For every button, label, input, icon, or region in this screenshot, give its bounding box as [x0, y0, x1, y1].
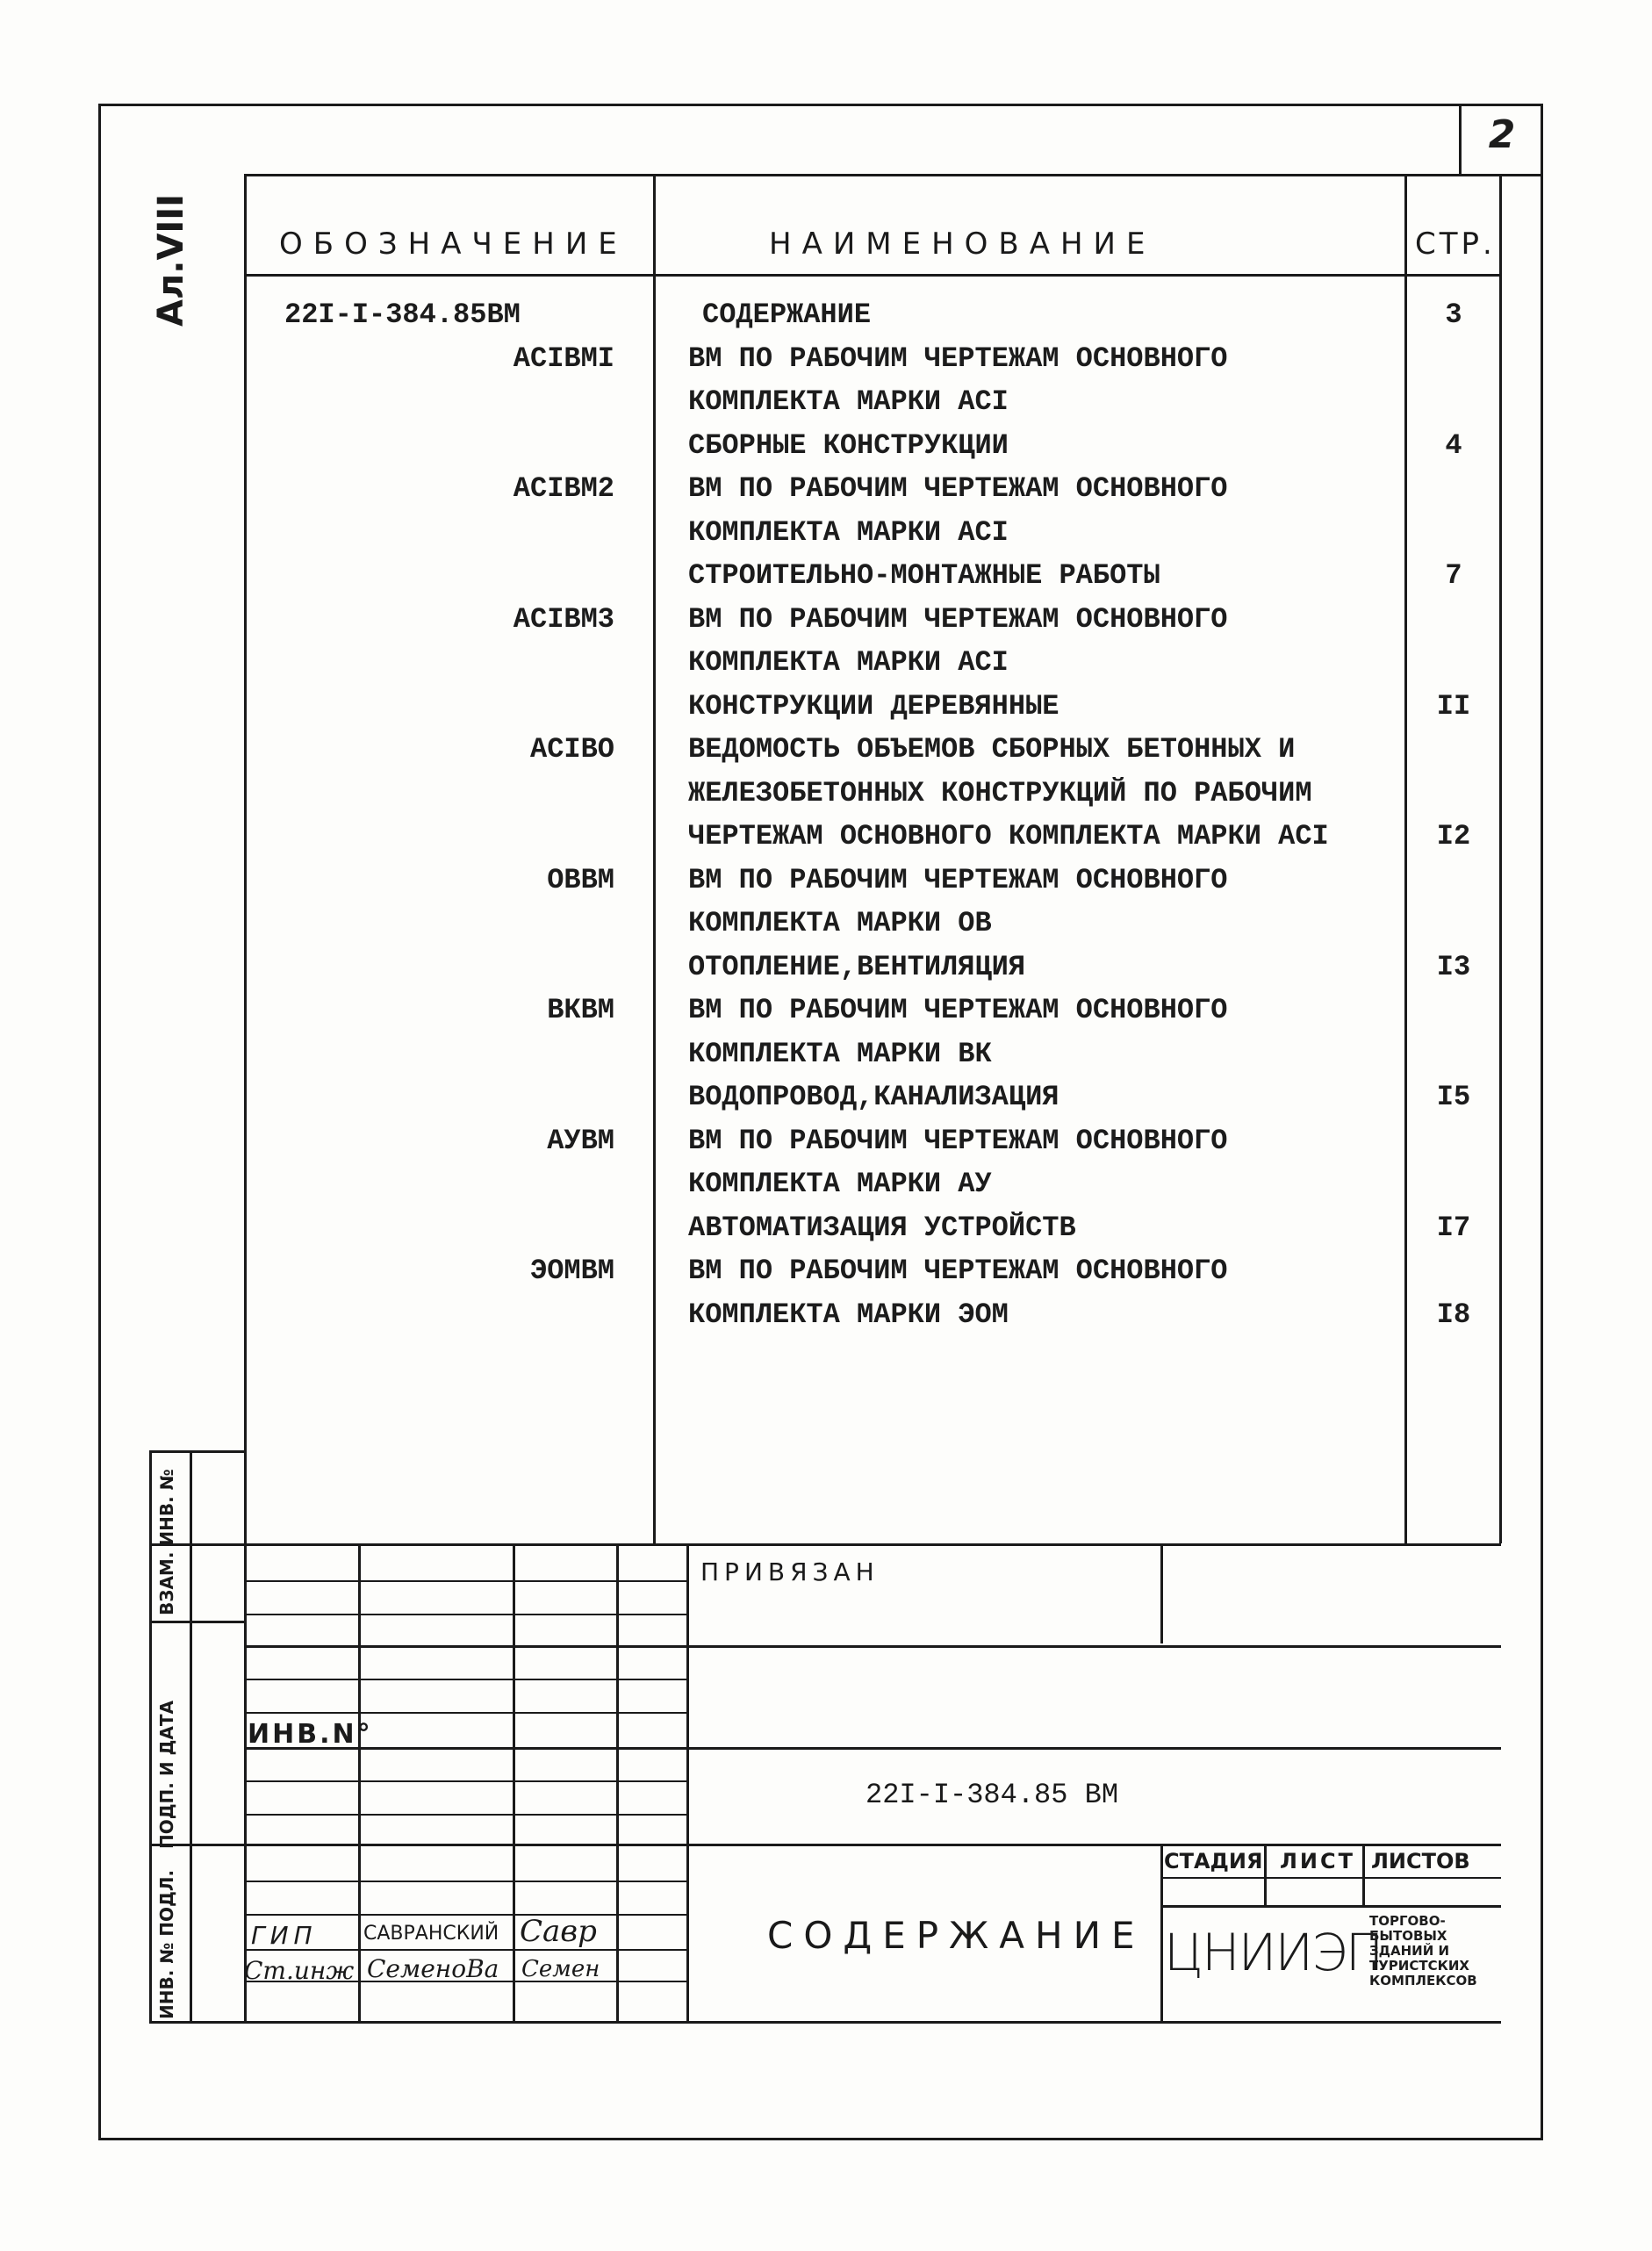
tb-v-attach: [1160, 1543, 1163, 1643]
tb-v-sheets: [1362, 1844, 1365, 1907]
tb-h-5: [244, 1712, 686, 1714]
header-name: НАИМЕНОВАНИЕ: [769, 227, 1156, 262]
org-logo: ЦНИИЭП: [1164, 1923, 1383, 1982]
row-page: I5: [1436, 1081, 1471, 1113]
stamp-inner: [190, 1450, 192, 2023]
column-divider-2: [1404, 174, 1407, 1545]
row-code: ОВВМ: [547, 863, 614, 896]
row-name: СБОРНЫЕ КОНСТРУКЦИИ: [688, 428, 1009, 462]
row-name: ВМ ПО РАБОЧИМ ЧЕРТЕЖАМ ОСНОВНОГО: [688, 863, 1228, 896]
row-page: I2: [1436, 820, 1471, 852]
tb-h-9: [149, 1844, 1501, 1846]
titleblock-top: [149, 1543, 1501, 1546]
row-page: I8: [1436, 1298, 1471, 1331]
tb-h-10: [244, 1881, 686, 1882]
name-senior-engineer: СеменоВа: [367, 1954, 499, 1983]
tb-h-1: [244, 1580, 686, 1582]
role-gip: ГИП: [251, 1921, 318, 1950]
row-name: ВМ ПО РАБОЧИМ ЧЕРТЕЖАМ ОСНОВНОГО: [688, 994, 1228, 1026]
tb-h-3: [244, 1645, 1501, 1648]
row-code: АСIВМI: [513, 342, 614, 375]
row-name: КОМПЛЕКТА МАРКИ АСI: [688, 646, 1009, 679]
row-page: 4: [1445, 428, 1462, 462]
row-name: ЖЕЛЕЗОБЕТОННЫХ КОНСТРУКЦИЙ ПО РАБОЧИМ: [688, 776, 1312, 809]
row-name: СОДЕРЖАНИЕ: [702, 298, 872, 331]
row-name: ВМ ПО РАБОЧИМ ЧЕРТЕЖАМ ОСНОВНОГО: [688, 1255, 1228, 1287]
row-code: ЭОМВМ: [529, 1255, 614, 1287]
row-name: ЧЕРТЕЖАМ ОСНОВНОГО КОМПЛЕКТА МАРКИ АСI: [688, 820, 1329, 852]
row-name: КОМПЛЕКТА МАРКИ АУ: [688, 1168, 992, 1200]
table-top-line: [244, 174, 1543, 176]
stamp-top: [149, 1450, 244, 1453]
row-name: ВМ ПО РАБОЧИМ ЧЕРТЕЖАМ ОСНОВНОГО: [688, 1124, 1228, 1157]
tb-h-11: [244, 1914, 686, 1916]
row-name: КОМПЛЕКТА МАРКИ ОВ: [688, 907, 992, 939]
header-underline: [244, 274, 1501, 277]
row-name: ОТОПЛЕНИЕ,ВЕНТИЛЯЦИЯ: [688, 950, 1026, 983]
stamp-h-1: [149, 1621, 244, 1623]
row-name: КОНСТРУКЦИИ ДЕРЕВЯННЫЕ: [688, 689, 1059, 723]
name-gip: САВРАНСКИЙ: [363, 1923, 499, 1945]
tb-h-4: [244, 1679, 686, 1680]
stage-label: СТАДИЯ: [1164, 1849, 1263, 1873]
row-name: КОМПЛЕКТА МАРКИ АСI: [688, 515, 1009, 549]
stamp-orig-inv: ИНВ. № ПОДЛ.: [156, 1869, 177, 2019]
attached-label: ПРИВЯЗАН: [700, 1557, 880, 1586]
row-name: КОМПЛЕКТА МАРКИ ВК: [688, 1037, 992, 1070]
org-description: [1369, 1914, 1501, 1989]
tb-h-7: [244, 1780, 686, 1782]
album-label: Ал.VIII: [151, 193, 191, 327]
row-code: 22I-I-384.85ВМ: [284, 298, 521, 331]
table-right-line: [1499, 174, 1502, 1543]
signature-senior-engineer: Семен: [521, 1956, 600, 1982]
row-code: ВКВМ: [547, 994, 614, 1026]
row-page: II: [1436, 689, 1471, 723]
stamp-replaced-inv: ВЗАМ. ИНВ. №: [156, 1469, 177, 1615]
row-name: СТРОИТЕЛЬНО-МОНТАЖНЫЕ РАБОТЫ: [688, 559, 1160, 592]
row-page: I7: [1436, 1211, 1471, 1244]
tb-h-stage2: [1160, 1905, 1501, 1908]
row-name: ВМ ПО РАБОЧИМ ЧЕРТЕЖАМ ОСНОВНОГО: [688, 472, 1228, 505]
page-number-box-left: [1459, 104, 1462, 176]
header-page: СТР.: [1415, 227, 1496, 262]
row-page: 7: [1445, 559, 1462, 592]
row-code: АСIВМ3: [513, 602, 614, 636]
page-number: 2: [1488, 112, 1516, 157]
doc-code: 22I-I-384.85 ВМ: [866, 1779, 1119, 1811]
tb-v-sheet: [1264, 1844, 1267, 1907]
tb-v-5: [686, 1543, 689, 2023]
tb-h-6: [244, 1747, 1501, 1750]
column-divider-1: [653, 174, 656, 1545]
tb-v-stage: [1160, 1844, 1163, 2023]
sheets-label: ЛИСТОВ: [1371, 1849, 1470, 1873]
table-left-line: [244, 174, 247, 1543]
sheet-label: ЛИСТ: [1280, 1849, 1356, 1873]
signature-gip: Савр: [520, 1914, 597, 1949]
tb-h-8: [244, 1814, 686, 1816]
inv-no-label: ИНВ.N°: [248, 1719, 373, 1750]
org-desc-line: КОМПЛЕКСОВ: [1369, 1973, 1477, 1989]
row-code: АУВМ: [547, 1124, 614, 1157]
row-name: КОМПЛЕКТА МАРКИ ЭОМ: [688, 1298, 1009, 1331]
row-name: ВОДОПРОВОД,КАНАЛИЗАЦИЯ: [688, 1081, 1059, 1113]
role-senior-engineer: Ст.инж: [244, 1956, 355, 1985]
row-page: 3: [1445, 298, 1462, 331]
header-designation: ОБОЗНАЧЕНИЕ: [279, 227, 628, 262]
row-name: ВМ ПО РАБОЧИМ ЧЕРТЕЖАМ ОСНОВНОГО: [688, 602, 1228, 636]
org-desc-line: БЫТОВЫХ: [1369, 1928, 1447, 1944]
tb-h-2: [244, 1614, 686, 1615]
row-name: ВЕДОМОСТЬ ОБЪЕМОВ СБОРНЫХ БЕТОННЫХ И: [688, 733, 1296, 766]
stamp-left: [149, 1450, 152, 2023]
row-code: АСIВО: [529, 733, 614, 766]
stamp-sign-date: ПОДП. И ДАТА: [156, 1701, 177, 1849]
org-desc-line: ТУРИСТСКИХ: [1369, 1958, 1469, 1974]
row-name: АВТОМАТИЗАЦИЯ УСТРОЙСТВ: [688, 1211, 1076, 1244]
org-desc-line: ТОРГОВО-: [1369, 1913, 1446, 1929]
tb-bottom: [149, 2021, 1501, 2024]
row-name: ВМ ПО РАБОЧИМ ЧЕРТЕЖАМ ОСНОВНОГО: [688, 342, 1228, 375]
row-code: АСIВМ2: [513, 472, 614, 505]
row-name: КОМПЛЕКТА МАРКИ АСI: [688, 385, 1009, 418]
org-desc-line: ЗДАНИЙ И: [1369, 1943, 1450, 1959]
sheet-title: СОДЕРЖАНИЕ: [767, 1914, 1146, 1957]
tb-h-stage: [1160, 1877, 1501, 1879]
row-page: I3: [1436, 950, 1471, 983]
